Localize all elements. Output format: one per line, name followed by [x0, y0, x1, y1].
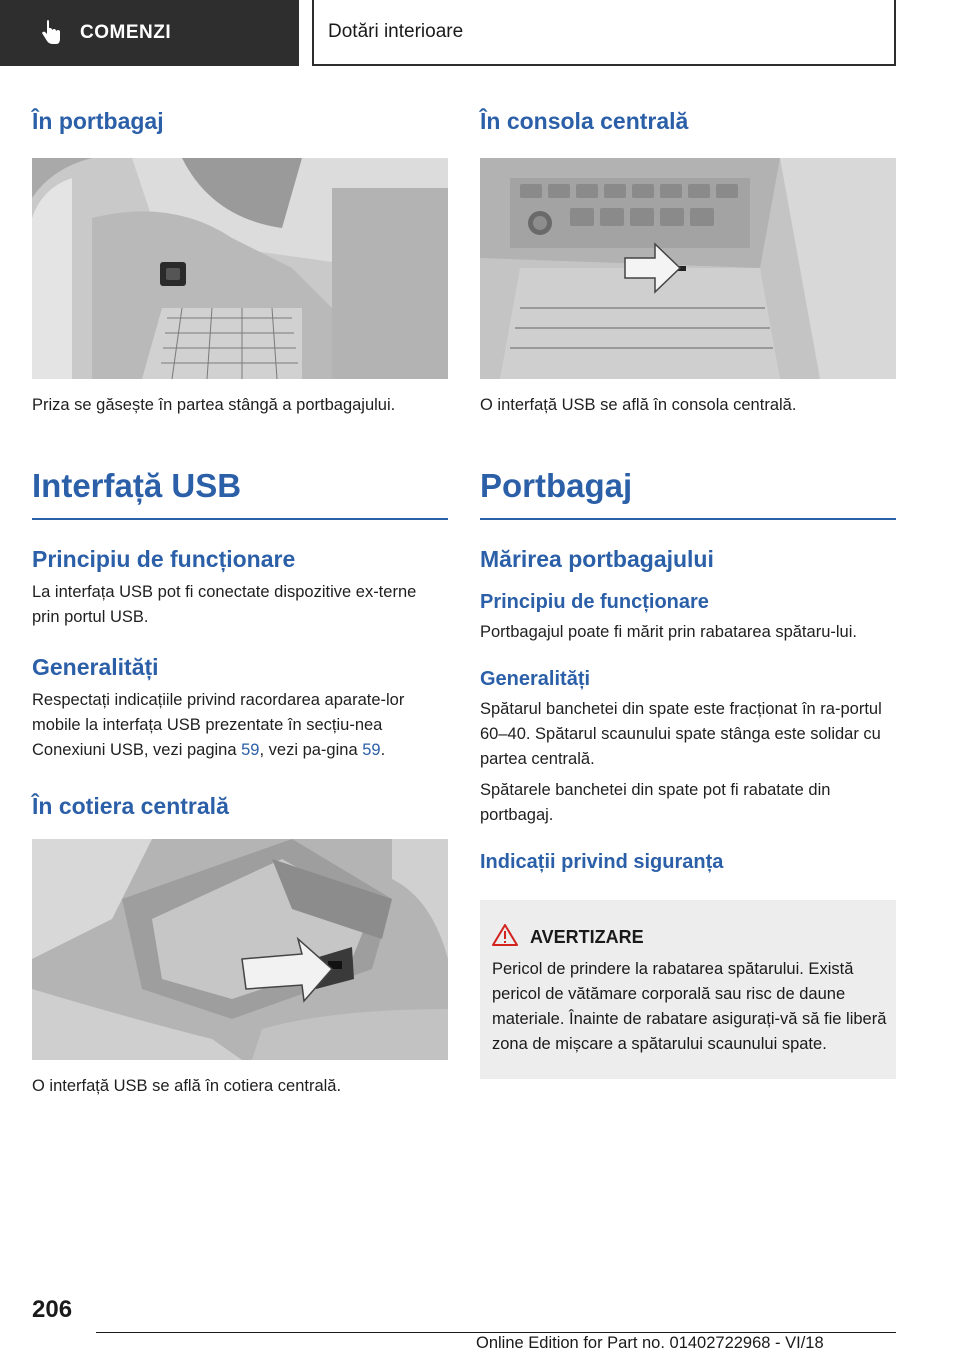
armrest-heading: În cotiera centrală — [32, 793, 229, 819]
chapter-tab[interactable] — [0, 0, 299, 66]
warning-box — [480, 900, 896, 1079]
general-text-part: . — [380, 741, 386, 759]
trunk-title: Portbagaj — [480, 464, 896, 520]
general-text — [32, 688, 448, 763]
edition-footer: Online Edition for Part no. 01402722968 - VI/18 — [476, 1334, 824, 1352]
principle-heading: Principiu de funcționare — [32, 546, 296, 572]
principle-heading: Principiu de funcționare — [480, 591, 709, 613]
trunk-caption: Priza se găsește în partea stângă a portbagajului. — [32, 396, 396, 414]
chapter-title: COMENZI — [80, 22, 172, 43]
principle-text: Portbagajul poate fi mărit prin rabatarea spătaru-lui. — [480, 623, 857, 641]
right-column — [480, 96, 896, 1079]
general-text-part: Respectați indicațiile privind racordarea aparate-lor mobile la interfața USB prezentate în secțiu-nea Conexiuni USB, vezi pagina — [32, 691, 405, 759]
page-link[interactable]: 59 — [241, 741, 260, 759]
section-title: Dotări interioare — [328, 21, 464, 42]
warning-header — [492, 924, 888, 951]
principle-text: La interfața USB pot fi conectate dispozitive ex-terne prin portul USB. — [32, 583, 417, 626]
console-heading: În consola centrală — [480, 108, 689, 134]
left-column — [32, 96, 448, 1099]
general-text: Spătarul banchetei din spate este fracționat în ra-portul 60–40. Spătarul scaunului spate stânga este solidar cu partea centrală. — [480, 700, 882, 768]
footer-divider — [96, 1332, 896, 1333]
armrest-caption: O interfață USB se află în cotiera centrală. — [32, 1077, 342, 1095]
console-caption: O interfață USB se află în consola centrală. — [480, 396, 797, 414]
trunk-socket-photo — [32, 158, 448, 379]
trunk-heading: În portbagaj — [32, 108, 164, 134]
general-heading: Generalități — [32, 654, 159, 680]
general-text: Spătarele banchetei din spate pot fi rabatate din portbagaj. — [480, 781, 831, 824]
general-text-part: , vezi pa-gina — [259, 741, 363, 759]
warning-title: AVERTIZARE — [530, 927, 644, 947]
usb-interface-title: Interfață USB — [32, 464, 448, 520]
safety-heading: Indicații privind siguranța — [480, 851, 724, 873]
section-tab — [312, 0, 896, 66]
warning-triangle-icon — [492, 924, 518, 951]
console-usb-photo — [480, 158, 896, 379]
enlarge-heading: Mărirea portbagajului — [480, 546, 714, 572]
page-link[interactable]: 59 — [362, 741, 381, 759]
general-heading: Generalități — [480, 668, 591, 690]
hand-pointer-icon — [28, 0, 74, 66]
warning-text: Pericol de prindere la rabatarea spătarului. Există pericol de vătămare corporală sau risc de daune materiale. Înainte de rabatare asigurați-vă să fie liberă zona de mișcare a spătarului scaunului spate. — [492, 960, 887, 1053]
armrest-usb-photo — [32, 839, 448, 1060]
page-number: 206 — [32, 1296, 73, 1323]
